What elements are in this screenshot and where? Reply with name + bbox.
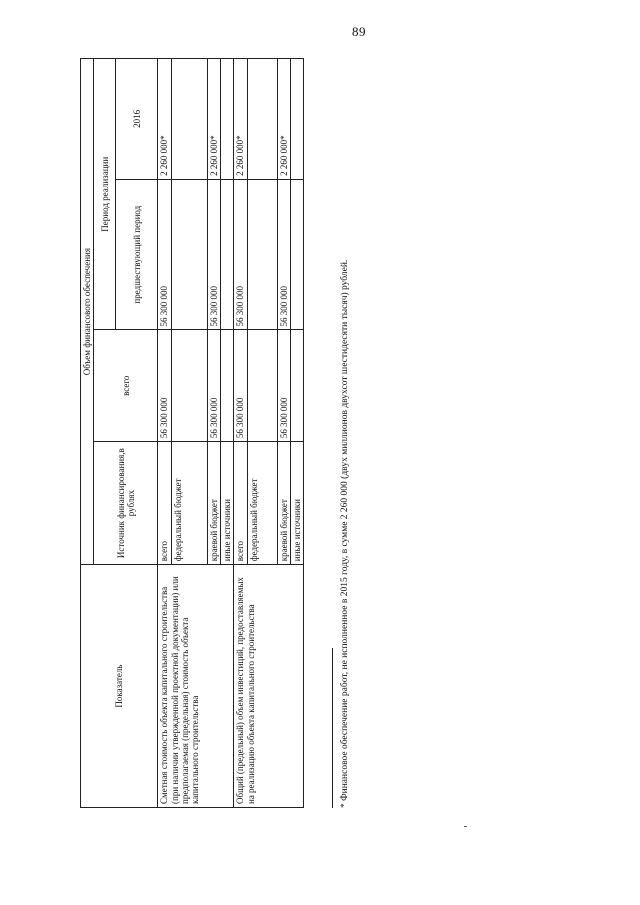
indicator-total-investment: Общий (предельный) объем инвестиций, предоставляемых на реализацию объекта капитального строительства [234,565,304,808]
header-volume: Объем финансового обеспечения [81,59,94,565]
previous-period-cell: 56 300 000 [158,179,171,330]
header-indicator: Показатель [81,565,158,808]
previous-period-cell [291,179,304,330]
source-cell: краевой бюджет [277,442,290,565]
table-row [158,59,171,808]
year-2016-cell: 2 260 000* [234,59,247,180]
year-2016-cell: 2 260 000* [277,59,290,180]
header-period: Период реализации [94,59,116,331]
rotated-page-content [80,58,370,808]
year-2016-cell [291,59,304,180]
year-2016-cell: 2 260 000* [158,59,171,180]
source-cell: краевой бюджет [207,442,220,565]
year-2016-cell [171,59,207,180]
total-cell: 56 300 000 [277,330,290,442]
year-2016-cell [247,59,277,180]
header-previous-period: предшествующий период [116,179,158,330]
previous-period-cell [221,179,234,330]
source-cell: всего [234,442,247,565]
total-cell [247,330,277,442]
financing-table [80,58,304,808]
indicator-estimated-cost: Сметная стоимость объекта капитального строительства (при наличии утвержденной проектной документации) или предполагаемая (предельная) стоимость объекта капитального строительства [158,565,234,808]
total-cell: 56 300 000 [207,330,220,442]
source-cell: иные источники [291,442,304,565]
previous-period-cell [247,179,277,330]
source-cell: федеральный бюджет [171,442,207,565]
table-row [234,59,247,808]
header-year-2016: 2016 [116,59,158,180]
source-cell: всего [158,442,171,565]
year-2016-cell [221,59,234,180]
total-cell [221,330,234,442]
previous-period-cell: 56 300 000 [234,179,247,330]
footnote-divider [332,648,333,808]
page-number: 89 [352,24,366,39]
total-cell [291,330,304,442]
total-cell: 56 300 000 [234,330,247,442]
header-source: Источник финансирования,в рублях [94,442,158,565]
year-2016-cell: 2 260 000* [207,59,220,180]
scan-speck [464,826,467,827]
previous-period-cell: 56 300 000 [277,179,290,330]
footnote: * Финансовое обеспечение работ, не исполненное в 2015 году, в сумме 2 260 000 (двух миллионов двухсот шестидесяти тысяч) рублей. [340,259,350,808]
source-cell: федеральный бюджет [247,442,277,565]
source-cell: иные источники [221,442,234,565]
total-cell: 56 300 000 [158,330,171,442]
previous-period-cell: 56 300 000 [207,179,220,330]
total-cell [171,330,207,442]
header-total: всего [94,330,158,442]
previous-period-cell [171,179,207,330]
